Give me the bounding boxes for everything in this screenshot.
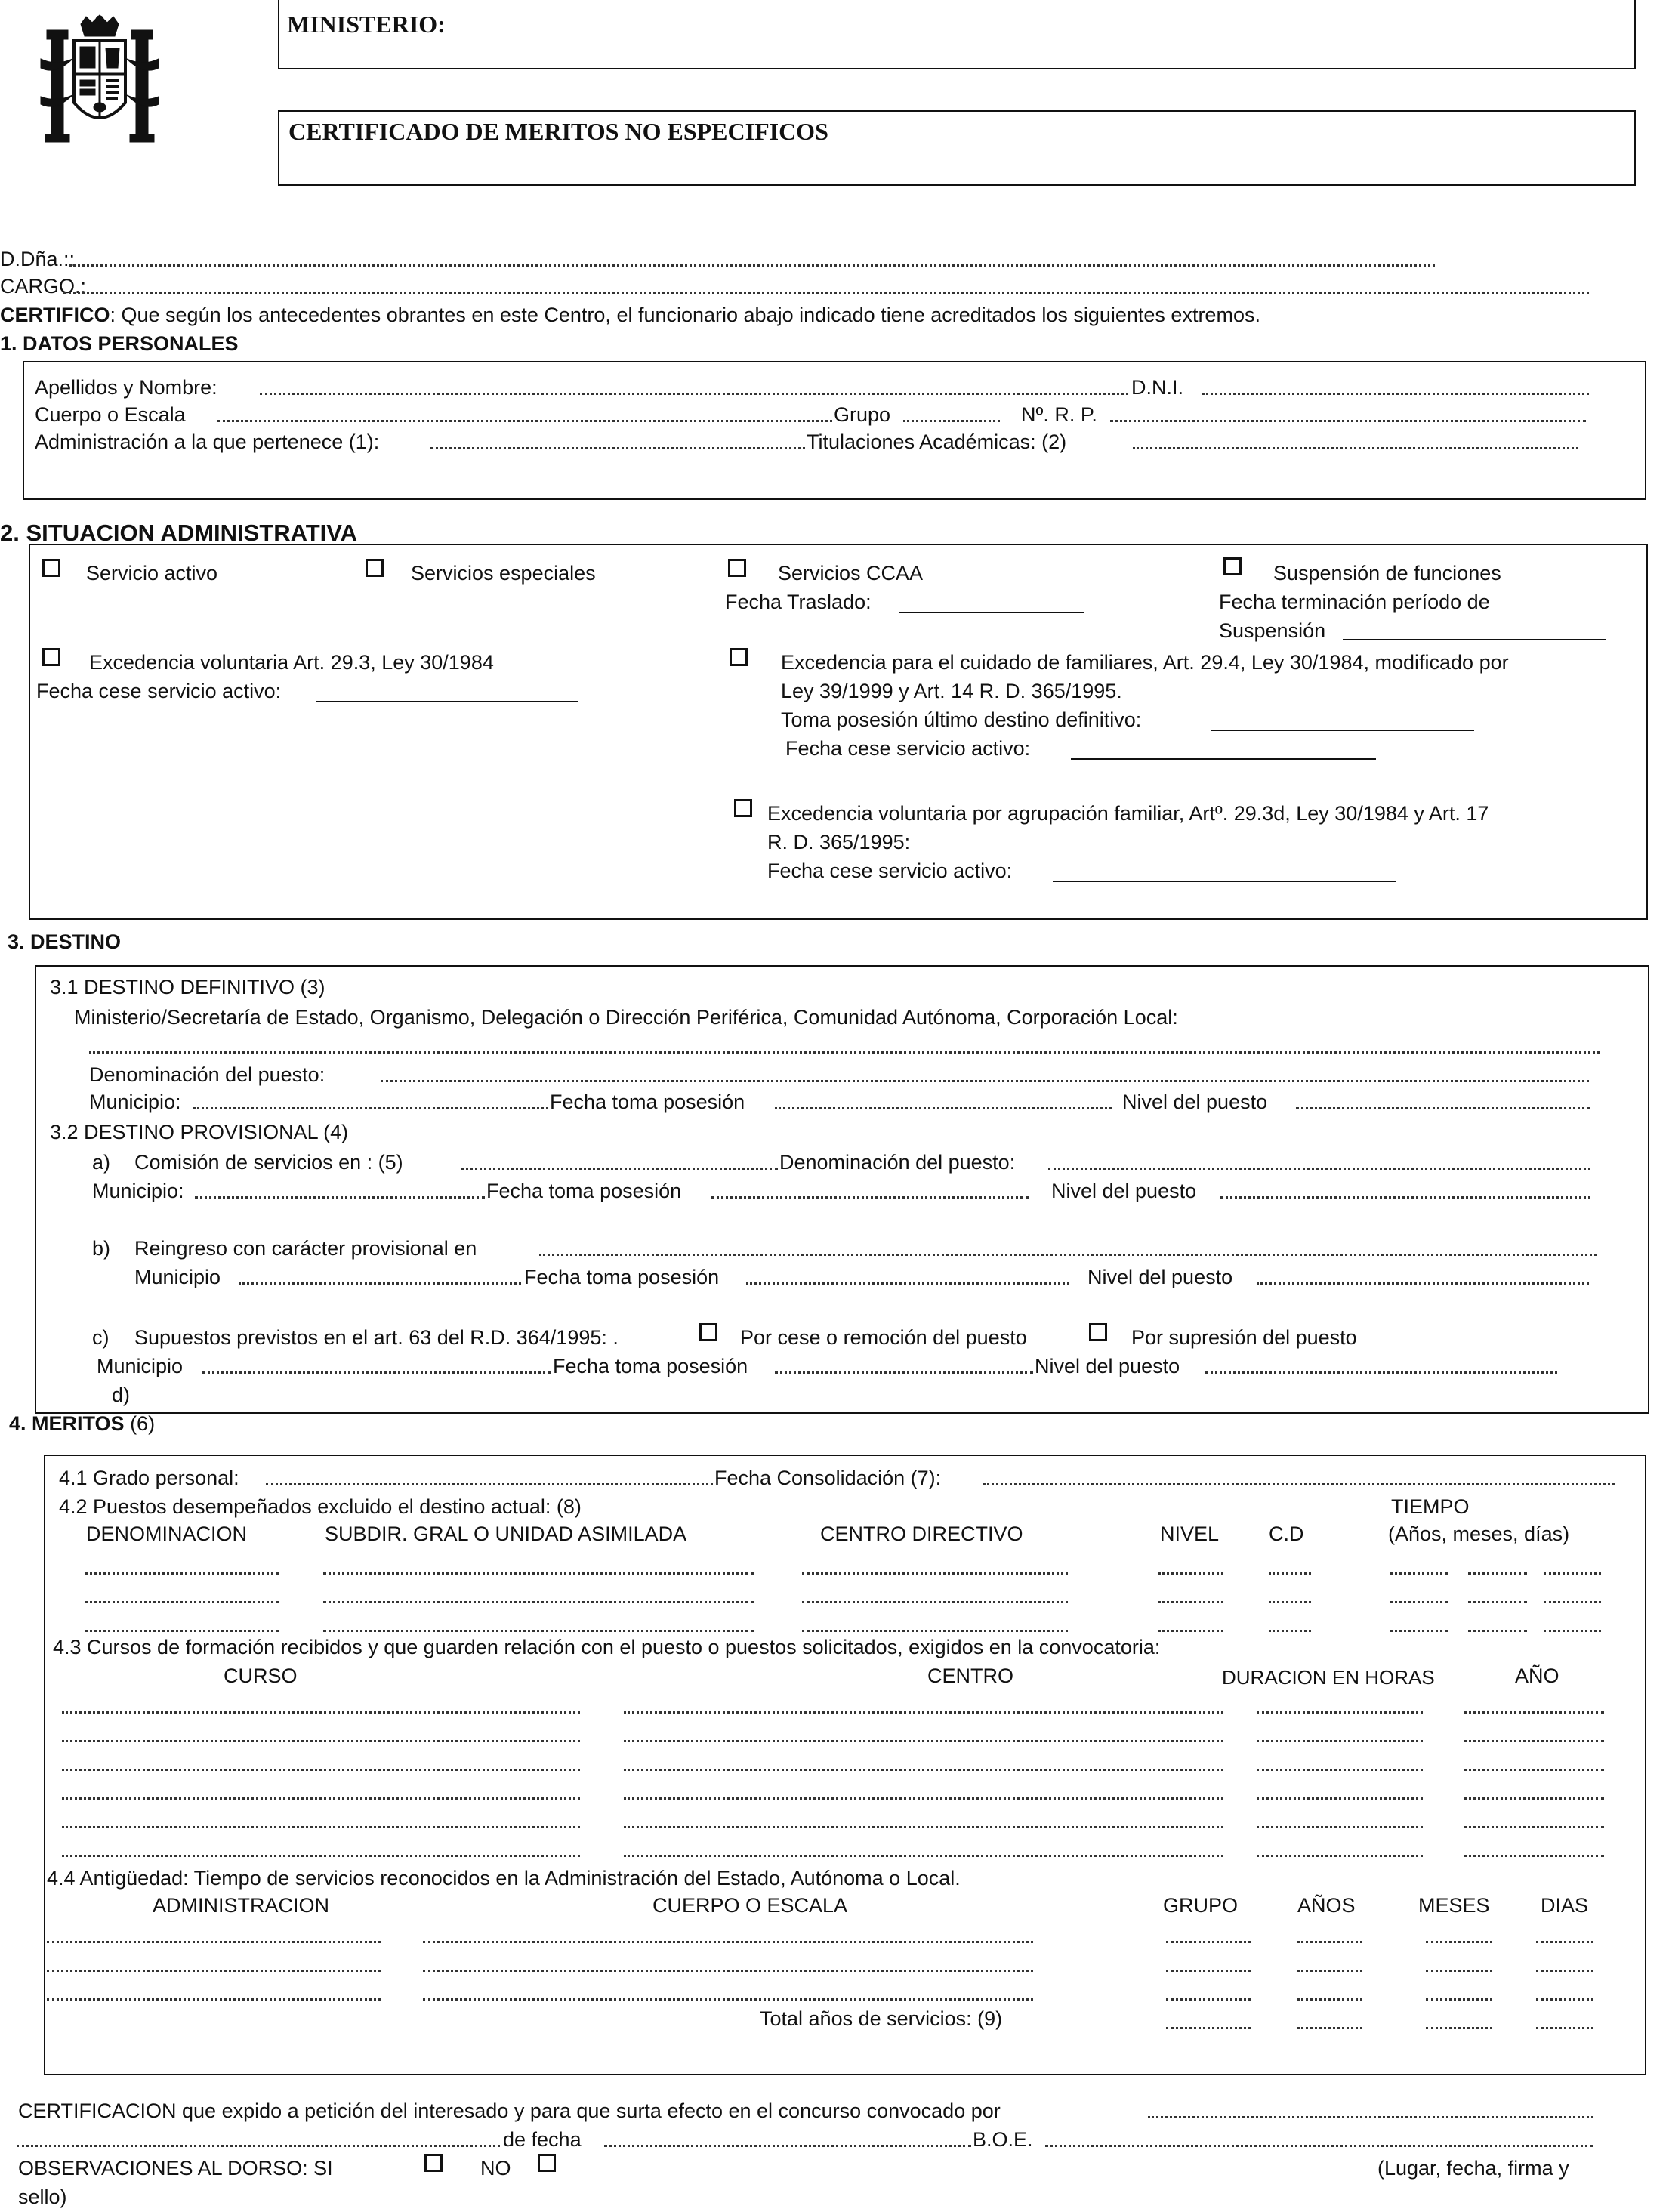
fecha-cese-2-label: Fecha cese servicio activo: bbox=[785, 737, 1031, 760]
coat-of-arms-emblem bbox=[39, 14, 160, 150]
curso-row-cell[interactable] bbox=[624, 1797, 1223, 1800]
c-fecha-label: Fecha toma posesión bbox=[553, 1355, 748, 1377]
section-4-heading bbox=[9, 1414, 155, 1434]
supuestos-label: Supuestos previstos en el art. 63 del R.D. 364/1995: . bbox=[134, 1326, 619, 1349]
fecha-traslado-label: Fecha Traslado: bbox=[725, 591, 872, 613]
concurso-field[interactable] bbox=[1148, 2116, 1593, 2118]
section-1-heading: 1. DATOS PERSONALES bbox=[0, 332, 239, 355]
antiguedad-row-cell[interactable] bbox=[47, 1998, 381, 2001]
puestos-cell[interactable] bbox=[802, 1572, 1068, 1575]
cuerpo-label: Cuerpo o Escala bbox=[35, 403, 186, 426]
curso-row-cell[interactable] bbox=[1464, 1855, 1604, 1857]
fecha-cese-3-field[interactable] bbox=[1053, 881, 1396, 882]
b-nivel-label: Nivel del puesto bbox=[1087, 1266, 1233, 1288]
puestos-cell[interactable] bbox=[85, 1601, 279, 1603]
a-municipio-label: Municipio: bbox=[92, 1180, 184, 1202]
col-anos: AÑOS bbox=[1297, 1894, 1356, 1917]
certifico-label: CERTIFICO bbox=[0, 304, 110, 326]
curso-row-cell[interactable] bbox=[62, 1769, 580, 1771]
item-d-label: d) bbox=[112, 1384, 131, 1406]
sello-label: sello) bbox=[18, 2186, 67, 2208]
c-nivel-field[interactable] bbox=[1205, 1371, 1557, 1374]
a-fecha-label: Fecha toma posesión bbox=[486, 1180, 682, 1202]
cursos-label: 4.3 Cursos de formación recibidos y que guarden relación con el puesto o puestos solicitados, exigidos en la convocatoria: bbox=[53, 1636, 1161, 1658]
puestos-cell[interactable] bbox=[1468, 1630, 1527, 1632]
titulaciones-label: Titulaciones Académicas: (2) bbox=[807, 430, 1067, 453]
grado-label: 4.1 Grado personal: bbox=[59, 1467, 239, 1489]
puestos-cell[interactable] bbox=[1390, 1630, 1448, 1632]
section-2-heading: 2. SITUACION ADMINISTRATIVA bbox=[0, 520, 358, 546]
b-municipio-label: Municipio bbox=[134, 1266, 221, 1288]
toma-posesion-field[interactable] bbox=[1211, 730, 1474, 731]
reingreso-field[interactable] bbox=[539, 1254, 1597, 1256]
ministerio-box bbox=[278, 0, 1636, 69]
col-tiempo: (Años, meses, días) bbox=[1388, 1522, 1570, 1545]
cargo-field[interactable] bbox=[63, 292, 1589, 294]
a-municipio-field[interactable] bbox=[195, 1196, 485, 1199]
curso-row-cell[interactable] bbox=[1257, 1797, 1423, 1800]
a-denominacion-label: Denominación del puesto: bbox=[779, 1151, 1016, 1174]
fecha-traslado-field[interactable] bbox=[899, 612, 1084, 613]
curso-row-cell[interactable] bbox=[1257, 1855, 1423, 1857]
section-4-title: 4. MERITOS bbox=[9, 1412, 125, 1435]
c-fecha-field[interactable] bbox=[775, 1371, 1033, 1374]
fecha-consolidacion-label: Fecha Consolidación (7): bbox=[714, 1467, 942, 1489]
curso-row-cell[interactable] bbox=[1464, 1826, 1604, 1828]
curso-row-cell[interactable] bbox=[624, 1711, 1223, 1714]
puestos-cell[interactable] bbox=[1158, 1601, 1223, 1603]
titulaciones-field[interactable] bbox=[1133, 447, 1578, 449]
municipio-field[interactable] bbox=[193, 1107, 548, 1109]
curso-row-cell[interactable] bbox=[1464, 1711, 1604, 1714]
boe-label: B.O.E. bbox=[973, 2128, 1033, 2151]
col-curso: CURSO bbox=[224, 1664, 298, 1687]
col-ano: AÑO bbox=[1515, 1664, 1559, 1687]
curso-row-cell[interactable] bbox=[62, 1826, 580, 1828]
supresion-checkbox[interactable] bbox=[1089, 1323, 1107, 1341]
antiguedad-row-cell[interactable] bbox=[47, 1941, 381, 1943]
reingreso-label: Reingreso con carácter provisional en bbox=[134, 1237, 477, 1260]
observaciones-no-checkbox[interactable] bbox=[538, 2154, 556, 2172]
apellidos-label: Apellidos y Nombre: bbox=[35, 376, 217, 399]
total-grupo-field[interactable] bbox=[1166, 2027, 1251, 2029]
antiguedad-row-cell[interactable] bbox=[423, 1970, 1033, 1972]
denominacion-field[interactable] bbox=[381, 1080, 1589, 1082]
puestos-cell[interactable] bbox=[85, 1630, 279, 1632]
nrp-label: Nº. R. P. bbox=[1021, 403, 1097, 426]
curso-row-cell[interactable] bbox=[62, 1711, 580, 1714]
curso-row-cell[interactable] bbox=[1464, 1740, 1604, 1742]
cargo-label: CARGO.: bbox=[0, 275, 87, 298]
ddna-field[interactable] bbox=[69, 264, 1435, 267]
a-denominacion-field[interactable] bbox=[1048, 1168, 1590, 1170]
antiguedad-row-cell[interactable] bbox=[1426, 1998, 1492, 2001]
curso-row-cell[interactable] bbox=[624, 1826, 1223, 1828]
col-cd: C.D bbox=[1269, 1522, 1304, 1545]
curso-row-cell[interactable] bbox=[624, 1740, 1223, 1742]
antiguedad-row-cell[interactable] bbox=[1426, 1941, 1492, 1943]
puestos-cell[interactable] bbox=[1390, 1601, 1448, 1603]
concurso-field-2[interactable] bbox=[17, 2145, 500, 2147]
antiguedad-row-cell[interactable] bbox=[1536, 1941, 1593, 1943]
col-duracion: DURACION EN HORAS bbox=[1222, 1666, 1435, 1689]
puestos-cell[interactable] bbox=[1158, 1630, 1223, 1632]
servicios-ccaa-label: Servicios CCAA bbox=[778, 562, 924, 585]
antiguedad-row-cell[interactable] bbox=[1297, 1970, 1362, 1972]
a-nivel-label: Nivel del puesto bbox=[1051, 1180, 1197, 1202]
b-fecha-field[interactable] bbox=[746, 1282, 1069, 1285]
item-a-label: a) bbox=[92, 1151, 111, 1174]
col-administracion: ADMINISTRACION bbox=[153, 1894, 330, 1917]
excedencia-voluntaria-checkbox[interactable] bbox=[42, 648, 60, 666]
col-centro: CENTRO bbox=[927, 1664, 1013, 1687]
item-b-label: b) bbox=[92, 1237, 111, 1260]
observaciones-si-checkbox[interactable] bbox=[424, 2154, 443, 2172]
nrp-field[interactable] bbox=[1110, 420, 1586, 422]
denominacion-label: Denominación del puesto: bbox=[89, 1063, 325, 1086]
cuerpo-field[interactable] bbox=[217, 420, 832, 422]
puestos-cell[interactable] bbox=[1158, 1572, 1223, 1575]
puestos-cell[interactable] bbox=[323, 1630, 754, 1632]
form-title: CERTIFICADO DE MERITOS NO ESPECIFICOS bbox=[288, 118, 828, 145]
antiguedad-row-cell[interactable] bbox=[1166, 1941, 1251, 1943]
col-denominacion: DENOMINACION bbox=[86, 1522, 248, 1545]
puestos-cell[interactable] bbox=[1544, 1630, 1601, 1632]
meritos-box bbox=[44, 1455, 1646, 2075]
antiguedad-row-cell[interactable] bbox=[1166, 1998, 1251, 2001]
total-label: Total años de servicios: (9) bbox=[760, 2007, 1003, 2030]
grupo-label: Grupo bbox=[834, 403, 891, 426]
puestos-cell[interactable] bbox=[323, 1601, 754, 1603]
puestos-cell[interactable] bbox=[802, 1601, 1068, 1603]
certificacion-label: CERTIFICACION que expido a petición del interesado y para que surta efecto en el concurso convocado por bbox=[18, 2099, 1001, 2122]
tiempo-header: TIEMPO bbox=[1391, 1495, 1470, 1518]
b-fecha-label: Fecha toma posesión bbox=[524, 1266, 720, 1288]
destino-provisional-heading: 3.2 DESTINO PROVISIONAL (4) bbox=[50, 1121, 349, 1143]
servicio-activo-checkbox[interactable] bbox=[42, 559, 60, 577]
comision-label: Comisión de servicios en : (5) bbox=[134, 1151, 403, 1174]
ministerio-label: MINISTERIO: bbox=[287, 11, 446, 38]
item-c-label: c) bbox=[92, 1326, 110, 1349]
antiguedad-row-cell[interactable] bbox=[1426, 1970, 1492, 1972]
fecha-terminacion-label: Fecha terminación período de bbox=[1219, 591, 1490, 613]
excedencia-agrupacion-checkbox[interactable] bbox=[734, 799, 752, 817]
curso-row-cell[interactable] bbox=[1257, 1769, 1423, 1771]
excedencia-cuidado-checkbox[interactable] bbox=[730, 648, 748, 666]
ministerio-secretaria-label: Ministerio/Secretaría de Estado, Organismo, Delegación o Dirección Periférica, Comunidad Autónoma, Corporación Local: bbox=[74, 1006, 1178, 1029]
curso-row-cell[interactable] bbox=[62, 1740, 580, 1742]
fecha-toma-field[interactable] bbox=[775, 1107, 1112, 1109]
section-3-heading: 3. DESTINO bbox=[8, 930, 122, 953]
a-nivel-field[interactable] bbox=[1220, 1196, 1590, 1199]
antiguedad-label: 4.4 Antigüedad: Tiempo de servicios reconocidos en la Administración del Estado, Autónoma o Local. bbox=[47, 1867, 961, 1890]
antiguedad-row-cell[interactable] bbox=[423, 1998, 1033, 2001]
boe-field[interactable] bbox=[1045, 2145, 1593, 2147]
puestos-cell[interactable] bbox=[1544, 1601, 1601, 1603]
suspension-label: Suspensión de funciones bbox=[1273, 562, 1501, 585]
puestos-cell[interactable] bbox=[1269, 1572, 1311, 1575]
puestos-cell[interactable] bbox=[1468, 1572, 1527, 1575]
de-fecha-label: de fecha bbox=[503, 2128, 582, 2151]
grado-field[interactable] bbox=[266, 1483, 713, 1485]
ddna-label: D.Dña.:: bbox=[0, 248, 76, 270]
fecha-consolidacion-field[interactable] bbox=[983, 1483, 1615, 1485]
b-municipio-field[interactable] bbox=[239, 1282, 521, 1285]
fecha-cese-2-field[interactable] bbox=[1071, 758, 1376, 760]
observaciones-label: OBSERVACIONES AL DORSO: SI bbox=[18, 2157, 333, 2180]
dni-field[interactable] bbox=[1202, 393, 1589, 395]
curso-row-cell[interactable] bbox=[1257, 1740, 1423, 1742]
certifico-text: : Que según los antecedentes obrantes en este Centro, el funcionario abajo indicado tiene acreditados los siguientes extremos. bbox=[110, 304, 1260, 326]
de-fecha-field[interactable] bbox=[604, 2145, 971, 2147]
excedencia-agrupacion-label-2: R. D. 365/1995: bbox=[767, 831, 911, 853]
puestos-label: 4.2 Puestos desempeñados excluido el destino actual: (8) bbox=[59, 1495, 582, 1518]
municipio-label: Municipio: bbox=[89, 1091, 181, 1113]
curso-row-cell[interactable] bbox=[1257, 1826, 1423, 1828]
puestos-cell[interactable] bbox=[1390, 1572, 1448, 1575]
grupo-field[interactable] bbox=[903, 420, 1000, 422]
col-nivel: NIVEL bbox=[1160, 1522, 1220, 1545]
apellidos-field[interactable] bbox=[260, 393, 1128, 395]
puestos-cell[interactable] bbox=[323, 1572, 754, 1575]
suspension2-label: Suspensión bbox=[1219, 619, 1326, 642]
excedencia-cuidado-label: Excedencia para el cuidado de familiares, Art. 29.4, Ley 30/1984, modificado por bbox=[781, 651, 1509, 674]
puestos-cell[interactable] bbox=[802, 1630, 1068, 1632]
col-dias: DIAS bbox=[1541, 1894, 1589, 1917]
curso-row-cell[interactable] bbox=[62, 1855, 580, 1857]
excedencia-agrupacion-label: Excedencia voluntaria por agrupación familiar, Artº. 29.3d, Ley 30/1984 y Art. 17 bbox=[767, 802, 1489, 825]
comision-field[interactable] bbox=[461, 1168, 778, 1170]
antiguedad-row-cell[interactable] bbox=[1166, 1970, 1251, 1972]
c-nivel-label: Nivel del puesto bbox=[1035, 1355, 1180, 1377]
excedencia-cuidado-label-2: Ley 39/1999 y Art. 14 R. D. 365/1995. bbox=[781, 680, 1122, 702]
puestos-cell[interactable] bbox=[1269, 1630, 1311, 1632]
servicios-especiales-label: Servicios especiales bbox=[411, 562, 596, 585]
cese-remocion-checkbox[interactable] bbox=[699, 1323, 717, 1341]
col-grupo: GRUPO bbox=[1163, 1894, 1239, 1917]
col-centro-directivo: CENTRO DIRECTIVO bbox=[820, 1522, 1023, 1545]
destino-definitivo-heading: 3.1 DESTINO DEFINITIVO (3) bbox=[50, 976, 325, 998]
curso-row-cell[interactable] bbox=[62, 1797, 580, 1800]
dni-label: D.N.I. bbox=[1131, 376, 1184, 399]
administracion-field[interactable] bbox=[430, 447, 805, 449]
ministerio-secretaria-field[interactable] bbox=[89, 1051, 1600, 1054]
section-4-note: (6) bbox=[130, 1412, 156, 1435]
col-cuerpo: CUERPO O ESCALA bbox=[652, 1894, 848, 1917]
curso-row-cell[interactable] bbox=[624, 1855, 1223, 1857]
curso-row-cell[interactable] bbox=[1464, 1797, 1604, 1800]
toma-posesion-label: Toma posesión último destino definitivo: bbox=[781, 708, 1142, 731]
nivel-label: Nivel del puesto bbox=[1122, 1091, 1268, 1113]
antiguedad-row-cell[interactable] bbox=[1536, 1970, 1593, 1972]
certifico-line bbox=[0, 305, 1260, 325]
antiguedad-row-cell[interactable] bbox=[423, 1941, 1033, 1943]
c-municipio-field[interactable] bbox=[202, 1371, 551, 1374]
puestos-cell[interactable] bbox=[1468, 1601, 1527, 1603]
servicio-activo-label: Servicio activo bbox=[86, 562, 218, 585]
curso-row-cell[interactable] bbox=[1464, 1769, 1604, 1771]
curso-row-cell[interactable] bbox=[1257, 1711, 1423, 1714]
antiguedad-row-cell[interactable] bbox=[1297, 1998, 1362, 2001]
fecha-suspension-field[interactable] bbox=[1343, 639, 1606, 640]
fecha-cese-3-label: Fecha cese servicio activo: bbox=[767, 859, 1013, 882]
col-meses: MESES bbox=[1418, 1894, 1490, 1917]
nivel-field[interactable] bbox=[1296, 1107, 1590, 1109]
total-meses-field[interactable] bbox=[1426, 2027, 1492, 2029]
antiguedad-row-cell[interactable] bbox=[47, 1970, 381, 1972]
puestos-cell[interactable] bbox=[1269, 1601, 1311, 1603]
supresion-label: Por supresión del puesto bbox=[1131, 1326, 1357, 1349]
col-subdir: SUBDIR. GRAL O UNIDAD ASIMILADA bbox=[325, 1522, 687, 1545]
b-nivel-field[interactable] bbox=[1257, 1282, 1589, 1285]
fecha-cese-1-label: Fecha cese servicio activo: bbox=[36, 680, 282, 702]
cese-remocion-label: Por cese o remoción del puesto bbox=[740, 1326, 1027, 1349]
a-fecha-field[interactable] bbox=[711, 1196, 1029, 1199]
servicios-ccaa-checkbox[interactable] bbox=[728, 559, 746, 577]
servicios-especiales-checkbox[interactable] bbox=[366, 559, 384, 577]
fecha-toma-label: Fecha toma posesión bbox=[550, 1091, 745, 1113]
total-dias-field[interactable] bbox=[1536, 2027, 1593, 2029]
observaciones-no-label: NO bbox=[480, 2157, 511, 2180]
administracion-label: Administración a la que pertenece (1): bbox=[35, 430, 380, 453]
suspension-checkbox[interactable] bbox=[1223, 557, 1242, 575]
lugar-fecha-label: (Lugar, fecha, firma y bbox=[1377, 2157, 1569, 2180]
puestos-cell[interactable] bbox=[1544, 1572, 1601, 1575]
excedencia-voluntaria-label: Excedencia voluntaria Art. 29.3, Ley 30/1984 bbox=[89, 651, 494, 674]
puestos-cell[interactable] bbox=[85, 1572, 279, 1575]
fecha-cese-1-field[interactable] bbox=[316, 701, 578, 702]
antiguedad-row-cell[interactable] bbox=[1536, 1998, 1593, 2001]
antiguedad-row-cell[interactable] bbox=[1297, 1941, 1362, 1943]
c-municipio-label: Municipio bbox=[97, 1355, 184, 1377]
curso-row-cell[interactable] bbox=[624, 1769, 1223, 1771]
total-anos-field[interactable] bbox=[1297, 2027, 1362, 2029]
